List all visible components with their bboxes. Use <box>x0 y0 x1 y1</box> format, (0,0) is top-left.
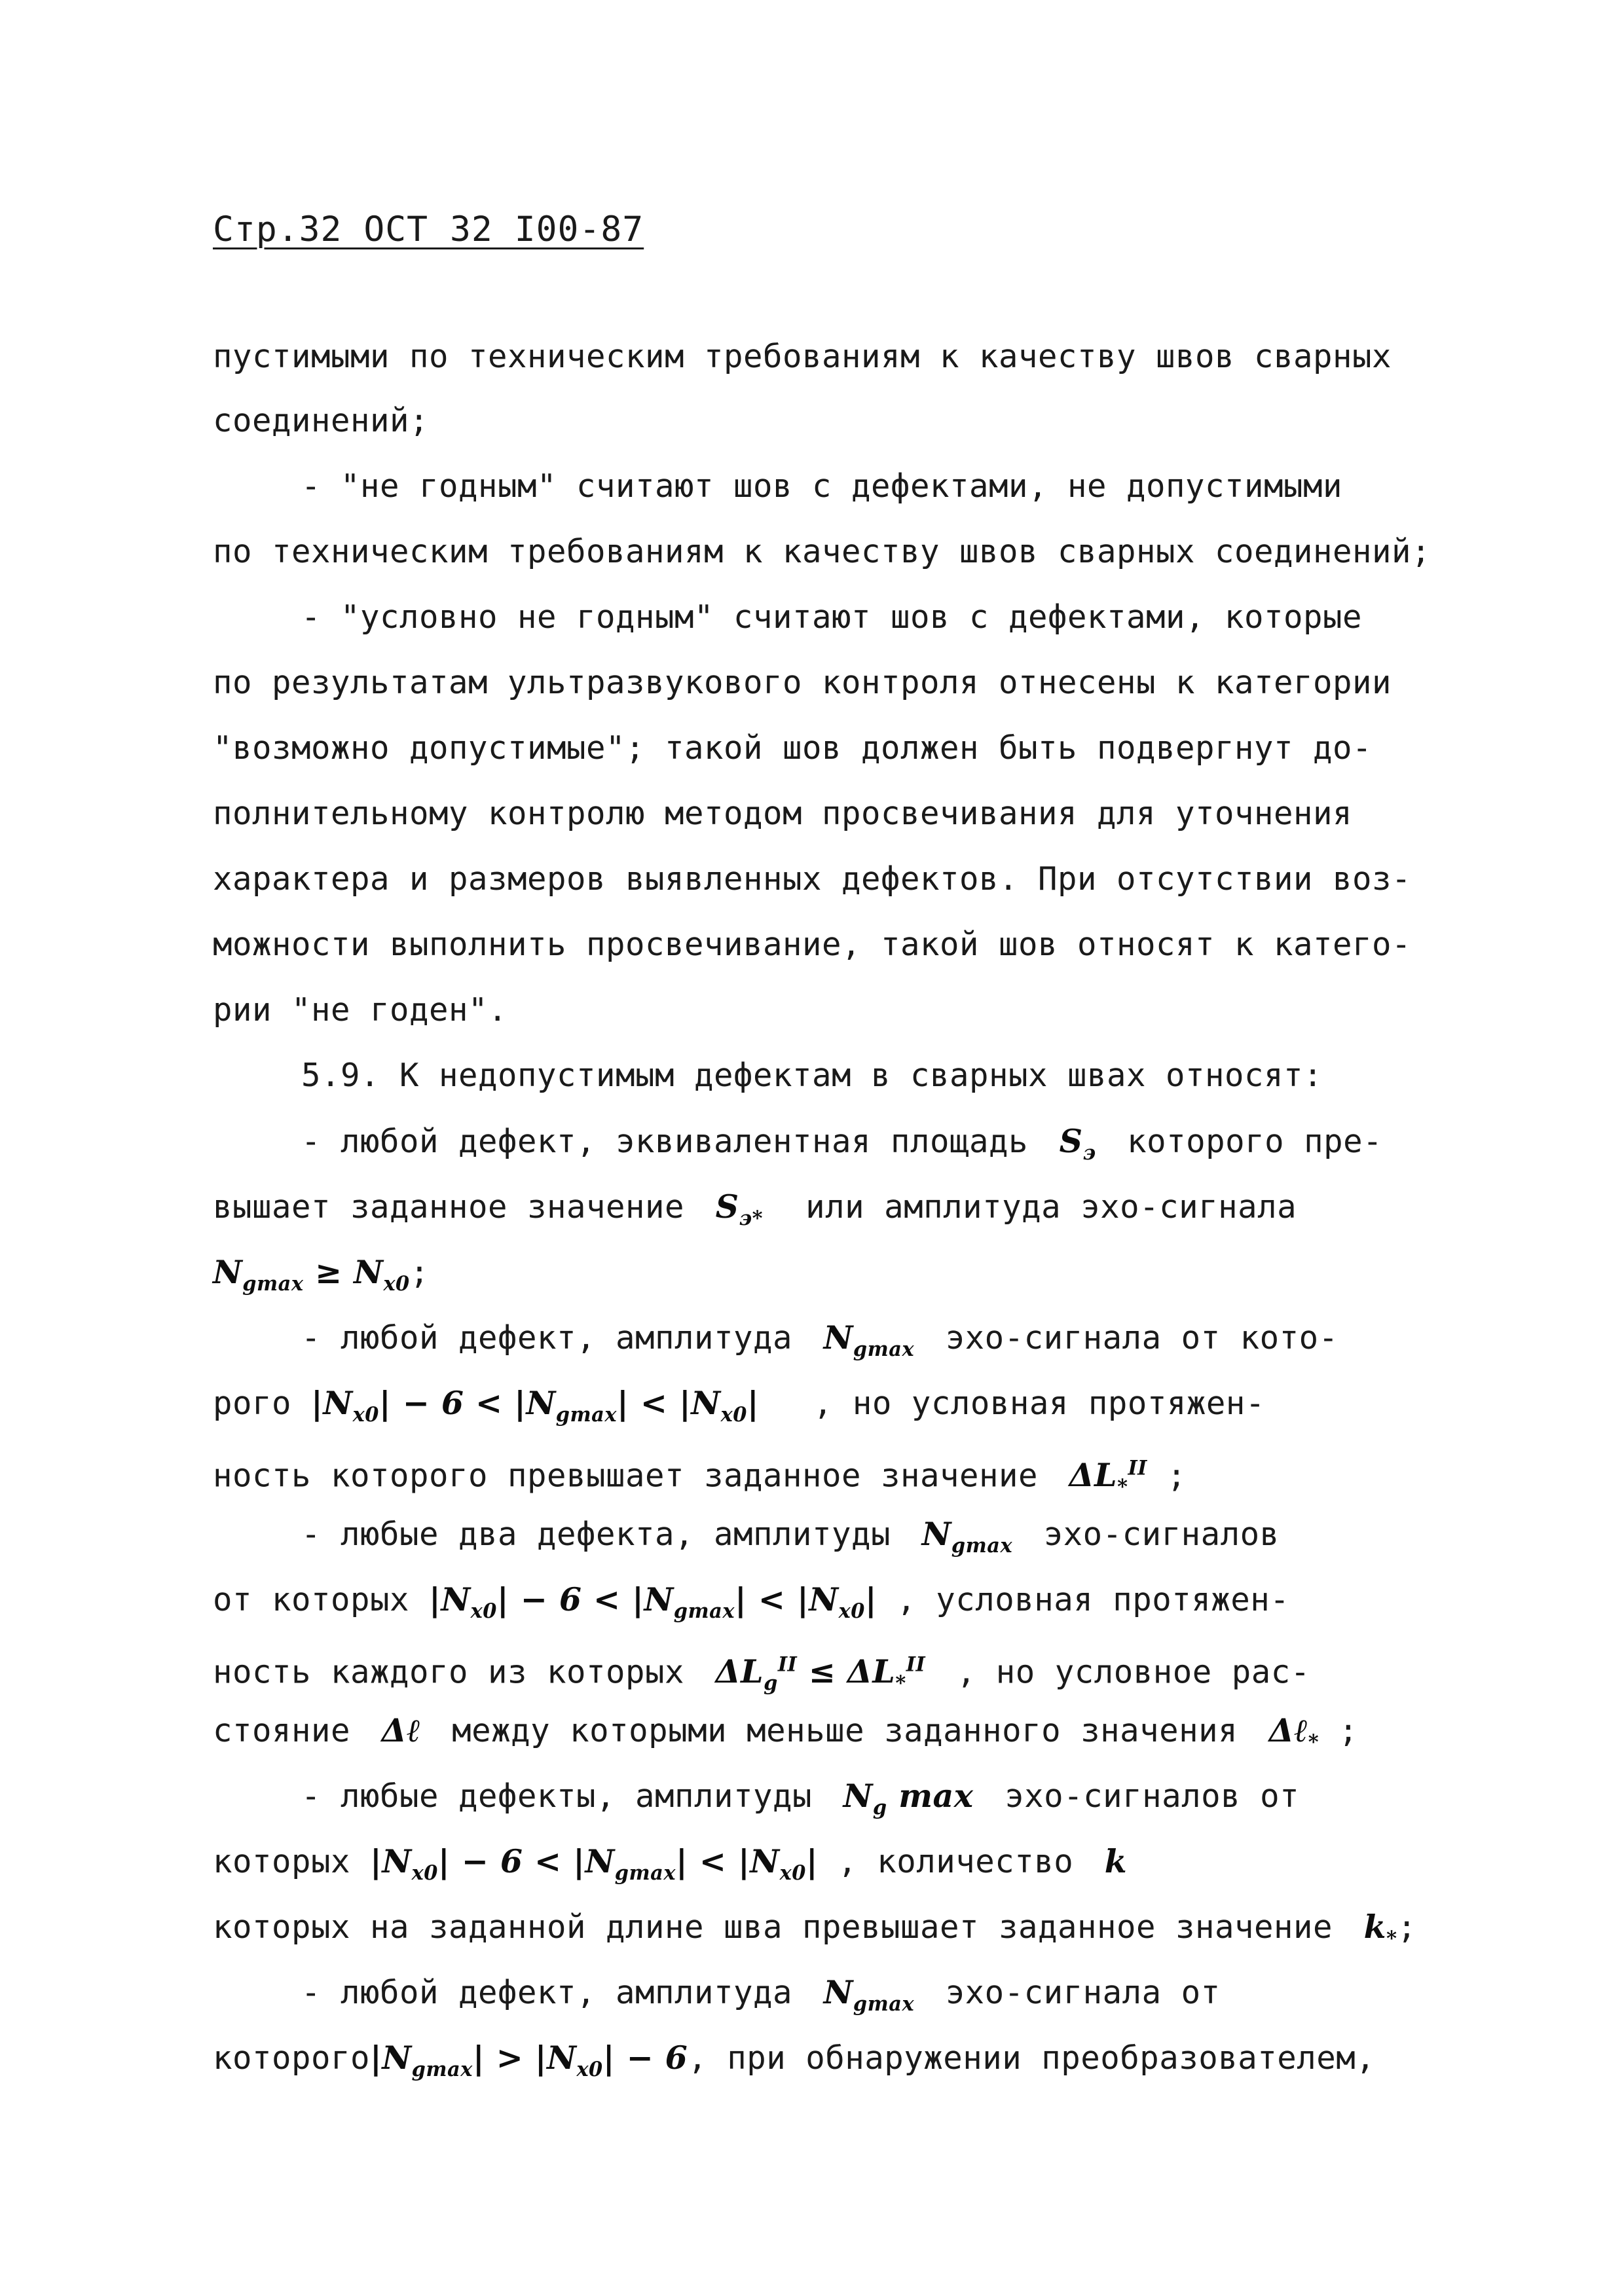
text-fragment: которых <box>213 1843 351 1880</box>
handwritten-formula: $N_{gmax}$ <box>910 1515 1013 1558</box>
text-fragment: от которых <box>213 1581 410 1618</box>
text-fragment: , количество <box>838 1843 1074 1880</box>
text-fragment: - любые два дефекта, амплитуды <box>301 1516 891 1553</box>
text-line <box>301 1776 1299 1827</box>
text-fragment: эхо-сигналов <box>1043 1516 1280 1553</box>
text-fragment: которого <box>213 2039 371 2077</box>
text-fragment: эхо-сигнала от кото- <box>945 1319 1338 1357</box>
text-line <box>213 1580 1289 1631</box>
text-line <box>213 2038 1375 2089</box>
text-line: стояние Δℓ между которыми меньше заданного значения Δℓ$_*$ ; <box>213 1711 1359 1754</box>
text-line: по результатам ультразвукового контроля отнесены к категории <box>213 664 1392 701</box>
handwritten-formula: Δℓ <box>370 1711 433 1749</box>
text-fragment: , при обнаружении преобразователем, <box>688 2039 1376 2077</box>
handwritten-formula: Δℓ$_*$ <box>1257 1711 1320 1754</box>
handwritten-formula: $N_g$ max <box>832 1777 986 1819</box>
text-fragment: эхо-сигнала от <box>945 1974 1221 2011</box>
text-line: соединений; <box>213 402 430 439</box>
handwritten-formula: $|N_{x0}| - 6 < |N_{gmax}| < |N_{x0}|$ <box>311 1384 794 1427</box>
text-fragment: , но условная протяжен- <box>813 1385 1265 1422</box>
handwritten-formula: $N_{gmax}$ <box>812 1973 915 2016</box>
text-fragment: или амплитуда эхо-сигнала <box>805 1188 1297 1226</box>
handwritten-formula: $|N_{gmax}| > |N_{x0}| - 6$ <box>370 2039 688 2081</box>
text-line: полнительному контролю методом просвечивания для уточнения <box>213 795 1353 832</box>
text-line: пустимыми по техническим требованиям к качеству швов сварных <box>213 338 1392 375</box>
text-fragment: рого <box>213 1385 292 1422</box>
text-line <box>213 1842 1127 1893</box>
text-line: "возможно допустимые"; такой шов должен быть подвергнут до- <box>213 729 1373 767</box>
text-line <box>213 1383 1265 1434</box>
text-line: по техническим требованиям к качеству швов сварных соединений; <box>213 533 1431 570</box>
text-line: характера и размеров выявленных дефектов. При отсутствии воз- <box>213 860 1412 898</box>
text-fragment: эхо-сигналов от <box>1005 1777 1300 1815</box>
text-line <box>301 1121 1382 1173</box>
text-line <box>301 1318 1338 1369</box>
text-fragment: которых на заданной длине шва превышает заданное значение <box>213 1908 1333 1946</box>
handwritten-formula: $S_э$ <box>1048 1122 1096 1165</box>
text-fragment: ность которого превышает заданное значение <box>213 1457 1039 1495</box>
text-fragment: ность каждого из которых <box>213 1653 685 1691</box>
text-fragment: , условная протяжен- <box>896 1581 1290 1618</box>
handwritten-formula: $\Delta L_g^{II} \le \Delta L_*^{II}$ <box>704 1652 926 1696</box>
handwritten-formula: $\Delta L_*^{II}$ <box>1058 1456 1147 1499</box>
page-header: Стр.32 ОСТ 32 I00-87 <box>213 210 644 249</box>
text-line: можности выполнить просвечивание, такой шов относят к катего- <box>213 926 1412 963</box>
text-fragment: стояние <box>213 1712 351 1749</box>
text-line: - "не годным" считают шов с дефектами, не допустимыми <box>301 467 1343 505</box>
text-line <box>301 1973 1221 2024</box>
text-fragment: между которыми меньше заданного значения <box>452 1712 1238 1749</box>
text-line <box>213 1645 1310 1703</box>
handwritten-formula: $N_{gmax}$ <box>812 1319 915 1361</box>
text-fragment: - любые дефекты, амплитуды <box>301 1777 813 1815</box>
handwritten-formula: $|N_{x0}| - 6 < |N_{gmax}| < |N_{x0}|$ <box>370 1842 819 1885</box>
text-fragment: - любой дефект, эквивалентная площадь <box>301 1123 1029 1160</box>
text-line: ность которого превышает заданное значение $\Delta L_*^{II}$ ; <box>213 1456 1187 1499</box>
text-fragment: - любой дефект, амплитуда <box>301 1319 793 1357</box>
text-line: - "условно не годным" считают шов с дефектами, которые <box>301 598 1363 636</box>
text-fragment: вышает заданное значение <box>213 1188 685 1226</box>
text-line <box>301 1514 1280 1565</box>
text-fragment: , но условное рас- <box>956 1653 1310 1691</box>
handwritten-formula: $S_{э*}$ <box>704 1188 763 1230</box>
section-heading: 5.9. К недопустимым дефектам в сварных швах относят: <box>301 1057 1323 1094</box>
handwritten-formula: $|N_{x0}| - 6 < |N_{gmax}| < |N_{x0}|$ <box>429 1580 877 1623</box>
handwritten-formula: $k_*$ <box>1352 1908 1397 1950</box>
text-fragment: которого пре- <box>1127 1123 1383 1160</box>
text-line: $N_{gmax} \ge N_{x0}$; <box>213 1253 430 1296</box>
text-line: рии "не годен". <box>213 991 508 1029</box>
text-fragment: - любой дефект, амплитуда <box>301 1974 793 2011</box>
handwritten-formula: k <box>1093 1842 1128 1880</box>
handwritten-formula: $N_{gmax} \ge N_{x0}$ <box>213 1253 410 1296</box>
text-line <box>213 1187 1297 1238</box>
text-line: которых на заданной длине шва превышает заданное значение $k_*$; <box>213 1908 1417 1950</box>
